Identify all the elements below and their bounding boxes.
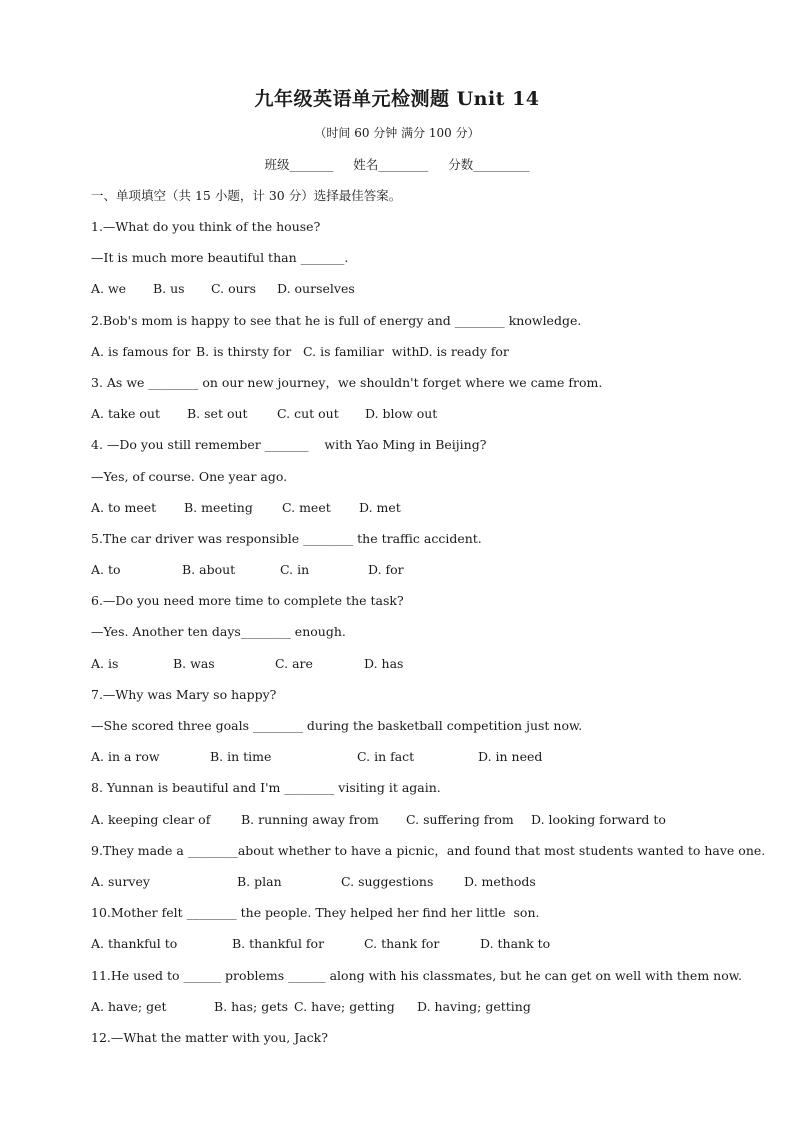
answer-option: D. ourselves bbox=[277, 281, 355, 297]
answer-option: C. are bbox=[275, 655, 313, 671]
question-line: 11.He used to ______ problems ______ along with his classmates, but he can get on well with them now. bbox=[91, 967, 742, 983]
question-line: —Yes, of course. One year ago. bbox=[91, 468, 288, 484]
question-line: —It is much more beautiful than _______. bbox=[91, 250, 349, 266]
answer-options bbox=[91, 655, 721, 686]
section-heading: 一、单项填空（共 15 小题，计 30 分）选择最佳答案。 bbox=[91, 188, 402, 203]
question-list bbox=[91, 218, 766, 1060]
answer-option: B. in time bbox=[210, 749, 272, 765]
answer-options bbox=[91, 561, 721, 592]
answer-options bbox=[91, 405, 721, 436]
question-line: 7.—Why was Mary so happy? bbox=[91, 686, 277, 702]
question-line: 3. As we ________ on our new journey，we shouldn't forget where we came from. bbox=[91, 374, 603, 390]
question-line: 10.Mother felt ________ the people. They helped her find her little son. bbox=[91, 905, 540, 921]
answer-options bbox=[91, 499, 721, 530]
answer-option: B. about bbox=[182, 562, 236, 578]
answer-option: C. have; getting bbox=[294, 998, 395, 1014]
question-line: 12.—What the matter with you, Jack? bbox=[91, 1029, 328, 1045]
answer-option: A. is bbox=[91, 655, 119, 671]
answer-option: B. running away from bbox=[241, 811, 379, 827]
answer-option: A. we bbox=[91, 281, 127, 297]
answer-option: C. cut out bbox=[277, 406, 339, 422]
score-field: 分数_________ bbox=[448, 157, 530, 172]
answer-option: A. in a row bbox=[91, 749, 160, 765]
answer-option: D. has bbox=[364, 655, 404, 671]
answer-options bbox=[91, 811, 721, 842]
answer-option: D. methods bbox=[464, 873, 536, 889]
answer-option: D. having; getting bbox=[417, 998, 531, 1014]
question-line: 5.The car driver was responsible ________ the traffic accident. bbox=[91, 530, 482, 546]
answer-option: A. to bbox=[91, 562, 121, 578]
answer-option: A. keeping clear of bbox=[91, 811, 211, 827]
answer-option: D. met bbox=[359, 499, 401, 515]
student-info-fields bbox=[0, 155, 794, 173]
question-line: 1.—What do you think of the house? bbox=[91, 219, 321, 234]
answer-option: C. is familiar with bbox=[303, 343, 420, 359]
page-subtitle: （时间 60 分钟 满分 100 分） bbox=[314, 126, 480, 140]
page-title: 九年级英语单元检测题 Unit 14 bbox=[254, 88, 540, 110]
answer-option: C. thank for bbox=[364, 936, 440, 952]
answer-option: B. was bbox=[173, 655, 215, 671]
answer-option: B. set out bbox=[187, 406, 248, 422]
answer-option: C. ours bbox=[211, 281, 257, 297]
question-line: —Yes. Another ten days________ enough. bbox=[91, 624, 346, 640]
class-field: 班级_______ bbox=[264, 157, 334, 172]
answer-option: C. suffering from bbox=[406, 811, 514, 827]
answer-option: B. is thirsty for bbox=[196, 343, 292, 359]
answer-option: A. to meet bbox=[91, 499, 157, 515]
answer-option: D. in need bbox=[478, 749, 543, 765]
answer-option: D. for bbox=[368, 562, 404, 578]
answer-option: B. plan bbox=[237, 873, 282, 889]
question-line: 2.Bob's mom is happy to see that he is full of energy and ________ knowledge. bbox=[91, 312, 582, 328]
answer-option: A. take out bbox=[91, 406, 160, 422]
question-line: 9.They made a ________about whether to have a picnic，and found that most students wanted to have one. bbox=[91, 842, 766, 858]
answer-option: D. thank to bbox=[480, 936, 551, 952]
answer-option: C. in fact bbox=[357, 749, 415, 765]
answer-options bbox=[91, 343, 721, 374]
answer-option: D. looking forward to bbox=[531, 811, 666, 827]
answer-options bbox=[91, 998, 721, 1029]
answer-option: B. us bbox=[153, 281, 185, 297]
answer-option: B. has; gets bbox=[214, 998, 289, 1014]
question-line: 6.—Do you need more time to complete the task? bbox=[91, 593, 404, 609]
answer-option: A. survey bbox=[91, 873, 150, 889]
answer-option: A. have; get bbox=[91, 998, 167, 1014]
answer-option: C. in bbox=[280, 562, 310, 578]
answer-option: C. meet bbox=[282, 499, 331, 515]
question-line: —She scored three goals ________ during the basketball competition just now. bbox=[91, 718, 583, 733]
answer-options bbox=[91, 748, 721, 779]
answer-option: B. meeting bbox=[184, 499, 253, 515]
question-line: 4. —Do you still remember _______ with Yao Ming in Beijing? bbox=[91, 437, 487, 453]
answer-option: A. is famous for bbox=[91, 343, 191, 359]
answer-options bbox=[91, 935, 721, 966]
answer-options bbox=[91, 873, 721, 904]
answer-option: C. suggestions bbox=[341, 873, 434, 889]
answer-option: B. thankful for bbox=[232, 936, 325, 952]
name-field: 姓名________ bbox=[353, 157, 429, 172]
answer-options bbox=[91, 280, 721, 311]
answer-option: A. thankful to bbox=[91, 936, 178, 952]
answer-option: D. blow out bbox=[365, 406, 438, 422]
question-line: 8. Yunnan is beautiful and I'm ________ visiting it again. bbox=[91, 780, 441, 796]
answer-option: D. is ready for bbox=[419, 343, 509, 359]
